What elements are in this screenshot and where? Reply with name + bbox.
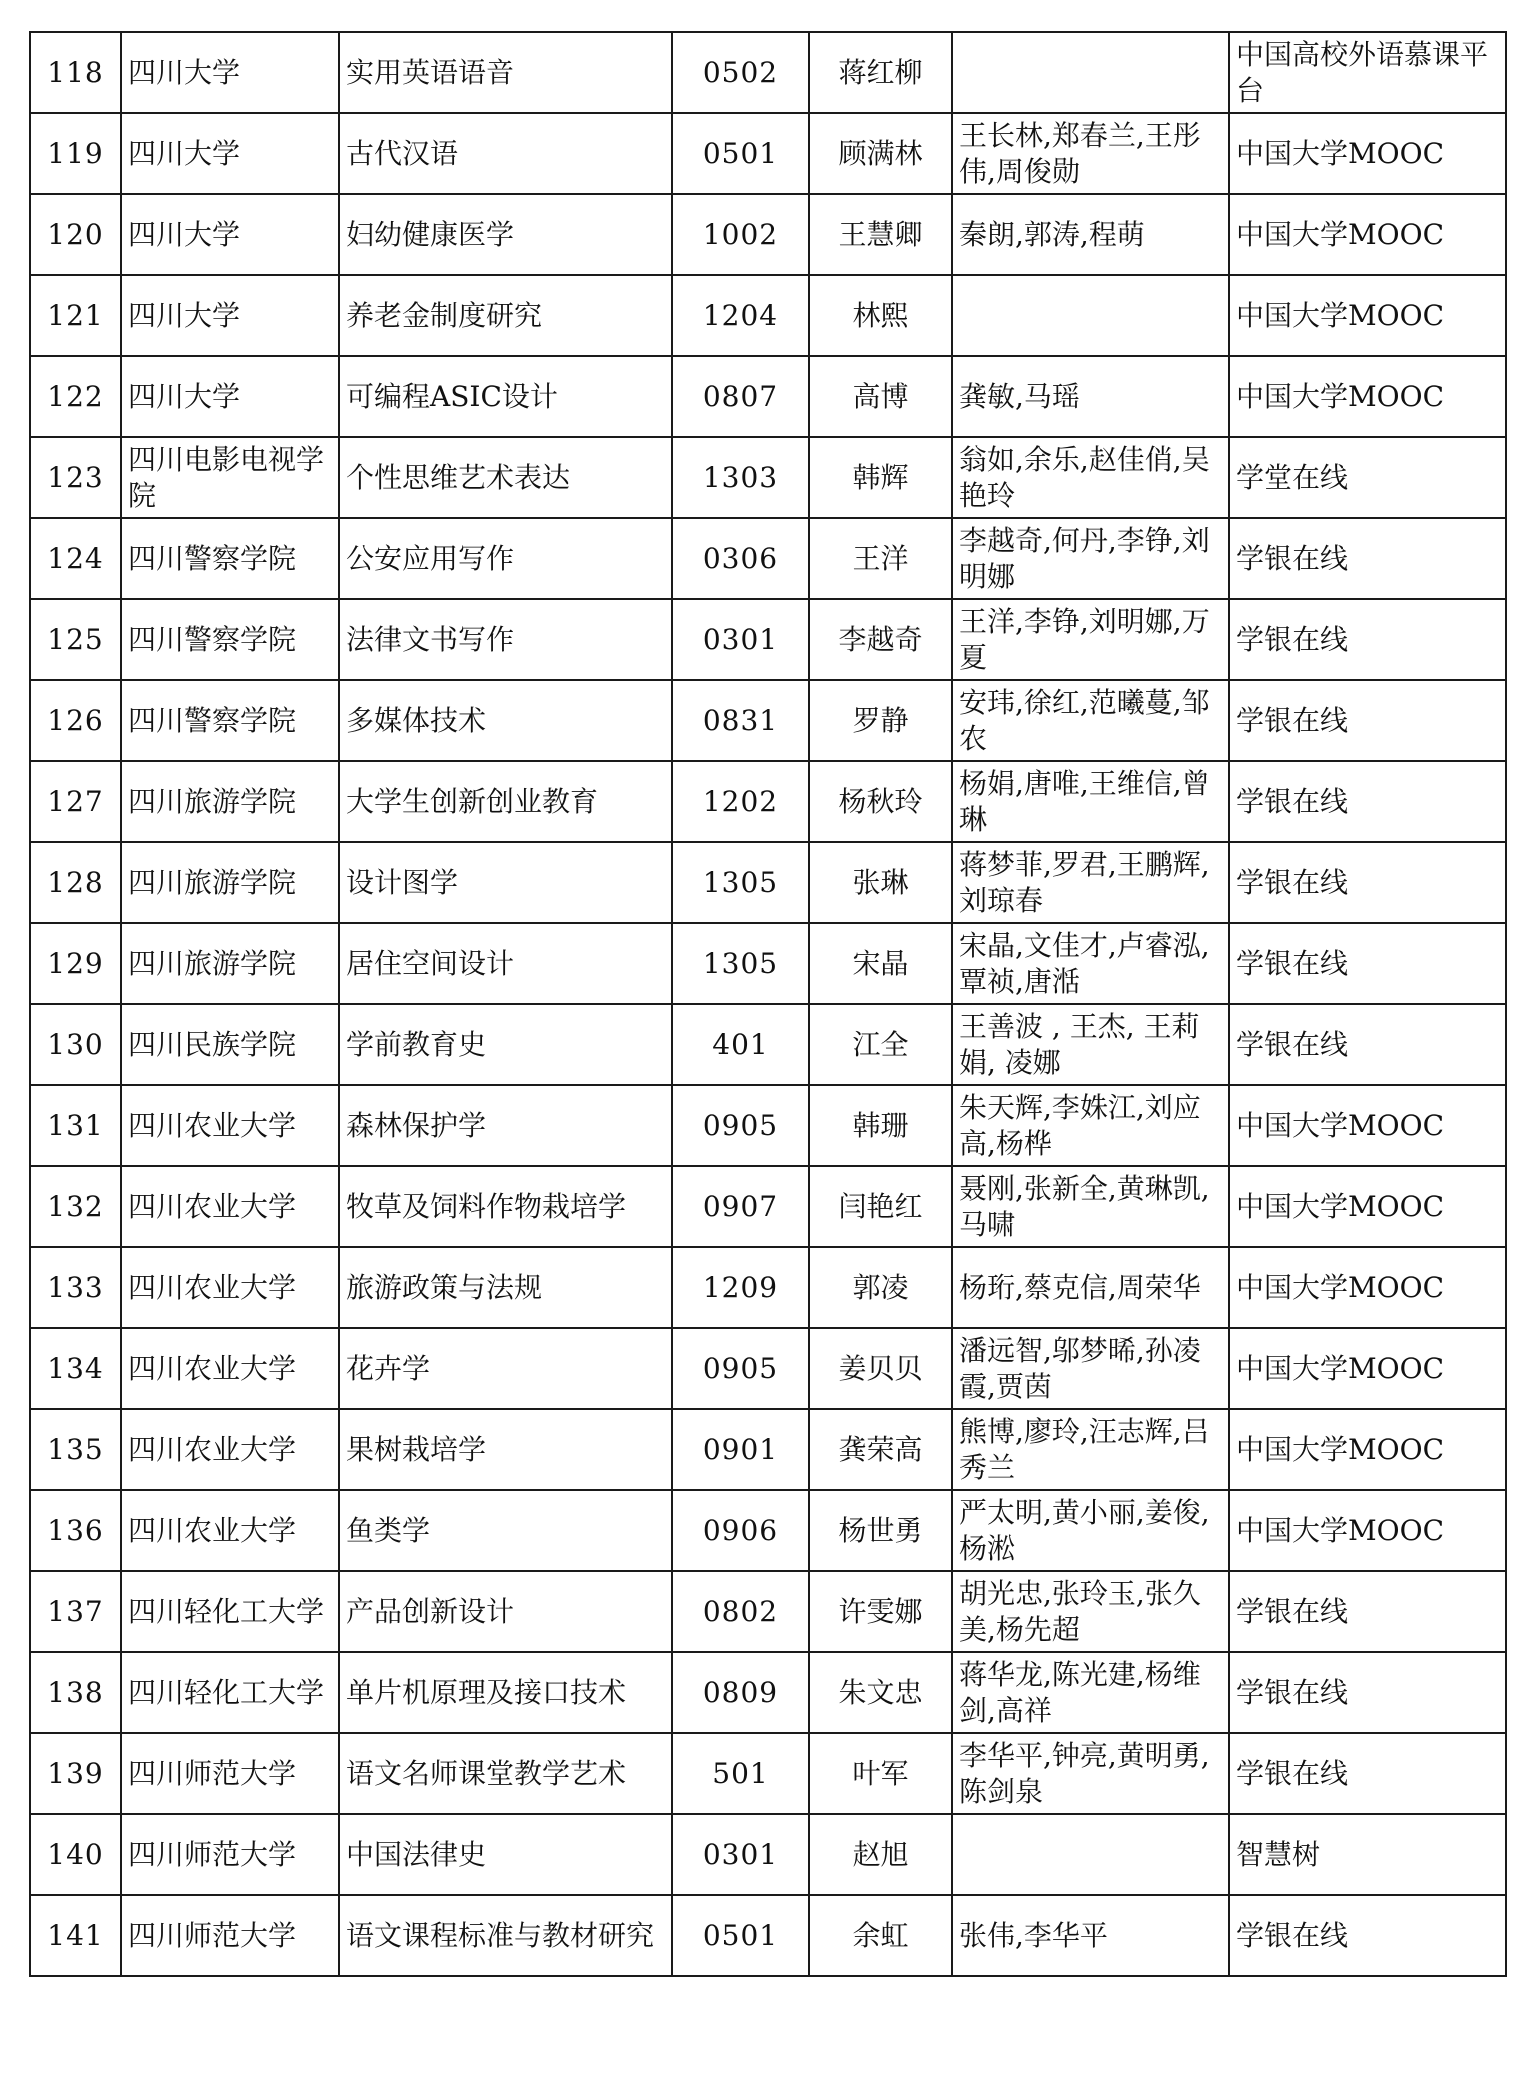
course-name: 大学生创新创业教育 <box>339 761 672 842</box>
discipline-code: 0905 <box>672 1085 809 1166</box>
course-lead: 罗静 <box>809 680 952 761</box>
row-number: 119 <box>30 113 121 194</box>
discipline-code: 1305 <box>672 842 809 923</box>
table-row <box>30 842 1506 923</box>
course-lead: 朱文忠 <box>809 1652 952 1733</box>
course-name: 语文课程标准与教材研究 <box>339 1895 672 1976</box>
table-row <box>30 32 1506 113</box>
course-table <box>29 31 1507 1977</box>
course-name: 语文名师课堂教学艺术 <box>339 1733 672 1814</box>
course-name: 旅游政策与法规 <box>339 1247 672 1328</box>
course-name: 妇幼健康医学 <box>339 194 672 275</box>
discipline-code: 1209 <box>672 1247 809 1328</box>
course-lead: 王洋 <box>809 518 952 599</box>
platform-name: 学银在线 <box>1229 1895 1506 1976</box>
platform-name: 中国高校外语慕课平台 <box>1229 32 1506 113</box>
course-name: 花卉学 <box>339 1328 672 1409</box>
platform-name: 中国大学MOOC <box>1229 1247 1506 1328</box>
table-row <box>30 1166 1506 1247</box>
table-row <box>30 275 1506 356</box>
table-row <box>30 1085 1506 1166</box>
table-row <box>30 761 1506 842</box>
course-name: 养老金制度研究 <box>339 275 672 356</box>
row-number: 140 <box>30 1814 121 1895</box>
university-name: 四川电影电视学院 <box>121 437 339 518</box>
team-members: 蒋梦菲,罗君,王鹏辉,刘琼春 <box>952 842 1229 923</box>
table-row <box>30 1652 1506 1733</box>
course-lead: 龚荣高 <box>809 1409 952 1490</box>
course-lead: 江全 <box>809 1004 952 1085</box>
university-name: 四川农业大学 <box>121 1166 339 1247</box>
row-number: 135 <box>30 1409 121 1490</box>
platform-name: 学银在线 <box>1229 518 1506 599</box>
university-name: 四川民族学院 <box>121 1004 339 1085</box>
row-number: 128 <box>30 842 121 923</box>
row-number: 138 <box>30 1652 121 1733</box>
course-name: 法律文书写作 <box>339 599 672 680</box>
row-number: 131 <box>30 1085 121 1166</box>
platform-name: 中国大学MOOC <box>1229 1409 1506 1490</box>
platform-name: 学银在线 <box>1229 761 1506 842</box>
course-list-sheet <box>29 31 1505 1977</box>
course-lead: 宋晶 <box>809 923 952 1004</box>
course-lead: 韩辉 <box>809 437 952 518</box>
table-row <box>30 1733 1506 1814</box>
team-members: 张伟,李华平 <box>952 1895 1229 1976</box>
course-name: 牧草及饲料作物栽培学 <box>339 1166 672 1247</box>
course-name: 产品创新设计 <box>339 1571 672 1652</box>
row-number: 141 <box>30 1895 121 1976</box>
row-number: 132 <box>30 1166 121 1247</box>
discipline-code: 0901 <box>672 1409 809 1490</box>
university-name: 四川师范大学 <box>121 1814 339 1895</box>
team-members: 朱天辉,李姝江,刘应高,杨桦 <box>952 1085 1229 1166</box>
table-row <box>30 1004 1506 1085</box>
table-row <box>30 518 1506 599</box>
course-name: 森林保护学 <box>339 1085 672 1166</box>
discipline-code: 501 <box>672 1733 809 1814</box>
course-lead: 林熙 <box>809 275 952 356</box>
table-row <box>30 113 1506 194</box>
university-name: 四川大学 <box>121 113 339 194</box>
platform-name: 中国大学MOOC <box>1229 1490 1506 1571</box>
row-number: 134 <box>30 1328 121 1409</box>
platform-name: 中国大学MOOC <box>1229 1328 1506 1409</box>
platform-name: 学银在线 <box>1229 1733 1506 1814</box>
university-name: 四川农业大学 <box>121 1490 339 1571</box>
platform-name: 学银在线 <box>1229 1652 1506 1733</box>
course-lead: 姜贝贝 <box>809 1328 952 1409</box>
course-lead: 韩珊 <box>809 1085 952 1166</box>
course-name: 个性思维艺术表达 <box>339 437 672 518</box>
table-row <box>30 1247 1506 1328</box>
platform-name: 中国大学MOOC <box>1229 275 1506 356</box>
platform-name: 学银在线 <box>1229 1571 1506 1652</box>
team-members: 安玮,徐红,范曦蔓,邹农 <box>952 680 1229 761</box>
platform-name: 学银在线 <box>1229 923 1506 1004</box>
discipline-code: 1204 <box>672 275 809 356</box>
platform-name: 中国大学MOOC <box>1229 356 1506 437</box>
course-name: 可编程ASIC设计 <box>339 356 672 437</box>
platform-name: 学银在线 <box>1229 1004 1506 1085</box>
team-members: 李华平,钟亮,黄明勇,陈剑泉 <box>952 1733 1229 1814</box>
course-lead: 王慧卿 <box>809 194 952 275</box>
platform-name: 学银在线 <box>1229 842 1506 923</box>
table-row <box>30 680 1506 761</box>
university-name: 四川师范大学 <box>121 1895 339 1976</box>
university-name: 四川警察学院 <box>121 680 339 761</box>
university-name: 四川农业大学 <box>121 1409 339 1490</box>
team-members: 李越奇,何丹,李铮,刘明娜 <box>952 518 1229 599</box>
team-members: 潘远智,邬梦晞,孙凌霞,贾茵 <box>952 1328 1229 1409</box>
platform-name: 中国大学MOOC <box>1229 1166 1506 1247</box>
platform-name: 中国大学MOOC <box>1229 194 1506 275</box>
discipline-code: 1002 <box>672 194 809 275</box>
course-lead: 余虹 <box>809 1895 952 1976</box>
discipline-code: 1303 <box>672 437 809 518</box>
row-number: 136 <box>30 1490 121 1571</box>
team-members: 蒋华龙,陈光建,杨维剑,高祥 <box>952 1652 1229 1733</box>
table-row <box>30 1490 1506 1571</box>
platform-name: 学银在线 <box>1229 680 1506 761</box>
platform-name: 学银在线 <box>1229 599 1506 680</box>
team-members: 杨珩,蔡克信,周荣华 <box>952 1247 1229 1328</box>
row-number: 129 <box>30 923 121 1004</box>
row-number: 122 <box>30 356 121 437</box>
university-name: 四川警察学院 <box>121 518 339 599</box>
table-row <box>30 356 1506 437</box>
university-name: 四川农业大学 <box>121 1328 339 1409</box>
discipline-code: 0301 <box>672 599 809 680</box>
team-members: 胡光忠,张玲玉,张久美,杨先超 <box>952 1571 1229 1652</box>
discipline-code: 0301 <box>672 1814 809 1895</box>
table-row <box>30 923 1506 1004</box>
course-name: 学前教育史 <box>339 1004 672 1085</box>
course-name: 居住空间设计 <box>339 923 672 1004</box>
row-number: 123 <box>30 437 121 518</box>
course-lead: 杨世勇 <box>809 1490 952 1571</box>
course-name: 多媒体技术 <box>339 680 672 761</box>
discipline-code: 0906 <box>672 1490 809 1571</box>
discipline-code: 0802 <box>672 1571 809 1652</box>
discipline-code: 1305 <box>672 923 809 1004</box>
table-row <box>30 1409 1506 1490</box>
team-members: 王长林,郑春兰,王彤伟,周俊勋 <box>952 113 1229 194</box>
course-lead: 张琳 <box>809 842 952 923</box>
table-row <box>30 1571 1506 1652</box>
course-name: 鱼类学 <box>339 1490 672 1571</box>
discipline-code: 401 <box>672 1004 809 1085</box>
course-name: 古代汉语 <box>339 113 672 194</box>
row-number: 120 <box>30 194 121 275</box>
course-table-body <box>30 32 1506 1976</box>
university-name: 四川农业大学 <box>121 1247 339 1328</box>
team-members: 严太明,黄小丽,姜俊,杨淞 <box>952 1490 1229 1571</box>
course-lead: 许雯娜 <box>809 1571 952 1652</box>
team-members <box>952 1814 1229 1895</box>
row-number: 130 <box>30 1004 121 1085</box>
course-name: 中国法律史 <box>339 1814 672 1895</box>
university-name: 四川大学 <box>121 275 339 356</box>
row-number: 124 <box>30 518 121 599</box>
team-members: 王洋,李铮,刘明娜,万夏 <box>952 599 1229 680</box>
team-members <box>952 32 1229 113</box>
course-lead: 叶军 <box>809 1733 952 1814</box>
discipline-code: 1202 <box>672 761 809 842</box>
row-number: 139 <box>30 1733 121 1814</box>
university-name: 四川轻化工大学 <box>121 1571 339 1652</box>
row-number: 127 <box>30 761 121 842</box>
course-lead: 顾满林 <box>809 113 952 194</box>
university-name: 四川警察学院 <box>121 599 339 680</box>
university-name: 四川大学 <box>121 32 339 113</box>
table-row <box>30 1895 1506 1976</box>
row-number: 118 <box>30 32 121 113</box>
table-row <box>30 1328 1506 1409</box>
row-number: 126 <box>30 680 121 761</box>
team-members: 聂刚,张新全,黄琳凯,马啸 <box>952 1166 1229 1247</box>
university-name: 四川旅游学院 <box>121 761 339 842</box>
discipline-code: 0905 <box>672 1328 809 1409</box>
course-lead: 高博 <box>809 356 952 437</box>
university-name: 四川旅游学院 <box>121 923 339 1004</box>
team-members: 秦朗,郭涛,程萌 <box>952 194 1229 275</box>
discipline-code: 0306 <box>672 518 809 599</box>
course-lead: 闫艳红 <box>809 1166 952 1247</box>
university-name: 四川师范大学 <box>121 1733 339 1814</box>
university-name: 四川旅游学院 <box>121 842 339 923</box>
course-name: 公安应用写作 <box>339 518 672 599</box>
course-lead: 蒋红柳 <box>809 32 952 113</box>
team-members: 王善波 , 王杰, 王莉娟, 凌娜 <box>952 1004 1229 1085</box>
team-members: 龚敏,马瑶 <box>952 356 1229 437</box>
table-row <box>30 194 1506 275</box>
course-lead: 赵旭 <box>809 1814 952 1895</box>
row-number: 121 <box>30 275 121 356</box>
table-row <box>30 1814 1506 1895</box>
team-members: 翁如,余乐,赵佳俏,吴艳玲 <box>952 437 1229 518</box>
discipline-code: 0907 <box>672 1166 809 1247</box>
university-name: 四川大学 <box>121 356 339 437</box>
row-number: 125 <box>30 599 121 680</box>
university-name: 四川轻化工大学 <box>121 1652 339 1733</box>
team-members: 熊博,廖玲,汪志辉,吕秀兰 <box>952 1409 1229 1490</box>
course-name: 单片机原理及接口技术 <box>339 1652 672 1733</box>
team-members: 杨娟,唐唯,王维信,曾琳 <box>952 761 1229 842</box>
table-row <box>30 437 1506 518</box>
discipline-code: 0807 <box>672 356 809 437</box>
course-lead: 杨秋玲 <box>809 761 952 842</box>
team-members <box>952 275 1229 356</box>
platform-name: 中国大学MOOC <box>1229 1085 1506 1166</box>
row-number: 133 <box>30 1247 121 1328</box>
platform-name: 学堂在线 <box>1229 437 1506 518</box>
course-name: 果树栽培学 <box>339 1409 672 1490</box>
course-lead: 郭凌 <box>809 1247 952 1328</box>
discipline-code: 0501 <box>672 113 809 194</box>
row-number: 137 <box>30 1571 121 1652</box>
team-members: 宋晶,文佳才,卢睿泓,覃祯,唐湉 <box>952 923 1229 1004</box>
university-name: 四川大学 <box>121 194 339 275</box>
university-name: 四川农业大学 <box>121 1085 339 1166</box>
discipline-code: 0501 <box>672 1895 809 1976</box>
platform-name: 中国大学MOOC <box>1229 113 1506 194</box>
discipline-code: 0502 <box>672 32 809 113</box>
discipline-code: 0809 <box>672 1652 809 1733</box>
discipline-code: 0831 <box>672 680 809 761</box>
course-lead: 李越奇 <box>809 599 952 680</box>
course-name: 实用英语语音 <box>339 32 672 113</box>
course-name: 设计图学 <box>339 842 672 923</box>
platform-name: 智慧树 <box>1229 1814 1506 1895</box>
table-row <box>30 599 1506 680</box>
